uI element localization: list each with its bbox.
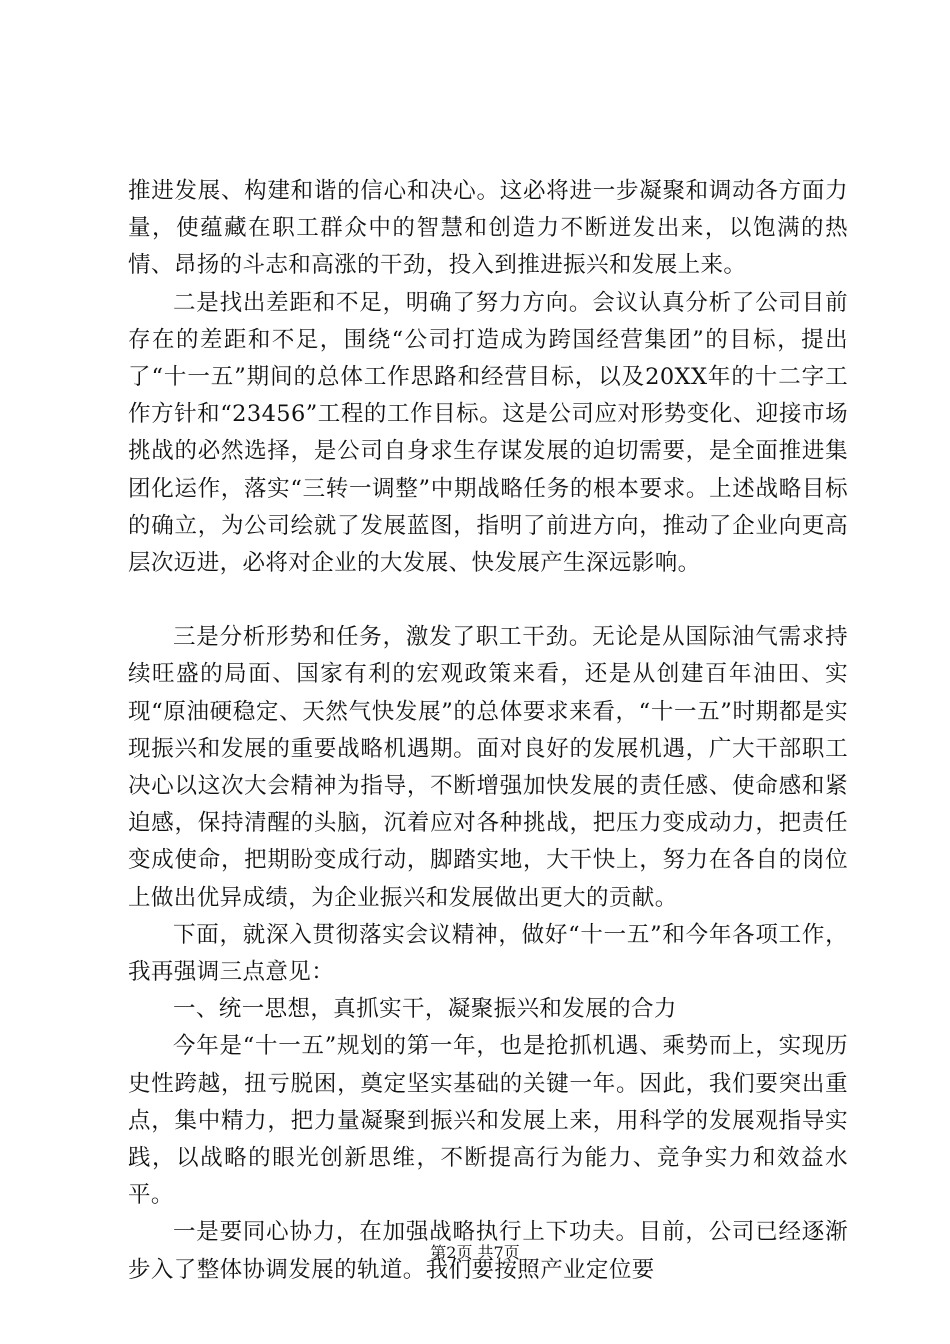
paragraph-6: 一是要同心协力，在加强战略执行上下功夫。目前，公司已经逐渐步入了整体协调发展的轨道。我们要按照产业定位要 — [128, 1219, 848, 1283]
page-number: 第2页 — [430, 1243, 473, 1262]
page-total: 共7页 — [477, 1243, 520, 1262]
paragraph-4: 下面，就深入贯彻落实会议精神，做好“十一五”和今年各项工作，我再强调三点意见： — [128, 921, 848, 986]
paragraph-1: 推进发展、构建和谐的信心和决心。这必将进一步凝聚和调动各方面力量，使蕴藏在职工群众中的智慧和创造力不断迸发出来，以饱满的热情、昂扬的斗志和高涨的干劲，投入到推进振兴和发展上来。 — [128, 178, 848, 279]
paragraph-5: 今年是“十一五”规划的第一年，也是抢抓机遇、乘势而上，实现历史性跨越，扭亏脱困，奠定坚实基础的关键一年。因此，我们要突出重点，集中精力，把力量凝聚到振兴和发展上来，用科学的发展观指导实践，以战略的眼光创新思维，不断提高行为能力、竞争实力和效益水平。 — [128, 1033, 848, 1209]
section-heading: 一、统一思想，真抓实干，凝聚振兴和发展的合力 — [173, 996, 677, 1023]
paragraph-2: 二是找出差距和不足，明确了努力方向。会议认真分析了公司目前存在的差距和不足，围绕“公司打造成为跨国经营集团”的目标，提出了“十一五”期间的总体工作思路和经营目标，以及20XX年的十二字工作方针和“23456”工程的工作目标。这是公司应对形势变化、迎接市场挑战的必然选择，是公司自身求生存谋发展的迫切需要，是全面推进集团化运作，落实“三转一调整”中期战略任务的根本要求。上述战略目标的确立，为公司绘就了发展蓝图，指明了前进方向，推动了企业向更高层次迈进，必将对企业的大发展、快发展产生深远影响。 — [128, 289, 848, 577]
paragraph-3: 三是分析形势和任务，激发了职工干劲。无论是从国际油气需求持续旺盛的局面、国家有利的宏观政策来看，还是从创建百年油田、实现“原油硬稳定、天然气快发展”的总体要求来看，“十一五”时期都是实现振兴和发展的重要战略机遇期。面对良好的发展机遇，广大干部职工决心以这次大会精神为指导，不断增强加快发展的责任感、使命感和紧迫感，保持清醒的头脑，沉着应对各种挑战，把压力变成动力，把责任变成使命，把期盼变成行动，脚踏实地，大干快上，努力在各自的岗位上做出优异成绩，为企业振兴和发展做出更大的贡献。 — [128, 624, 848, 911]
document-body — [128, 173, 848, 1289]
page-footer — [0, 1243, 950, 1263]
